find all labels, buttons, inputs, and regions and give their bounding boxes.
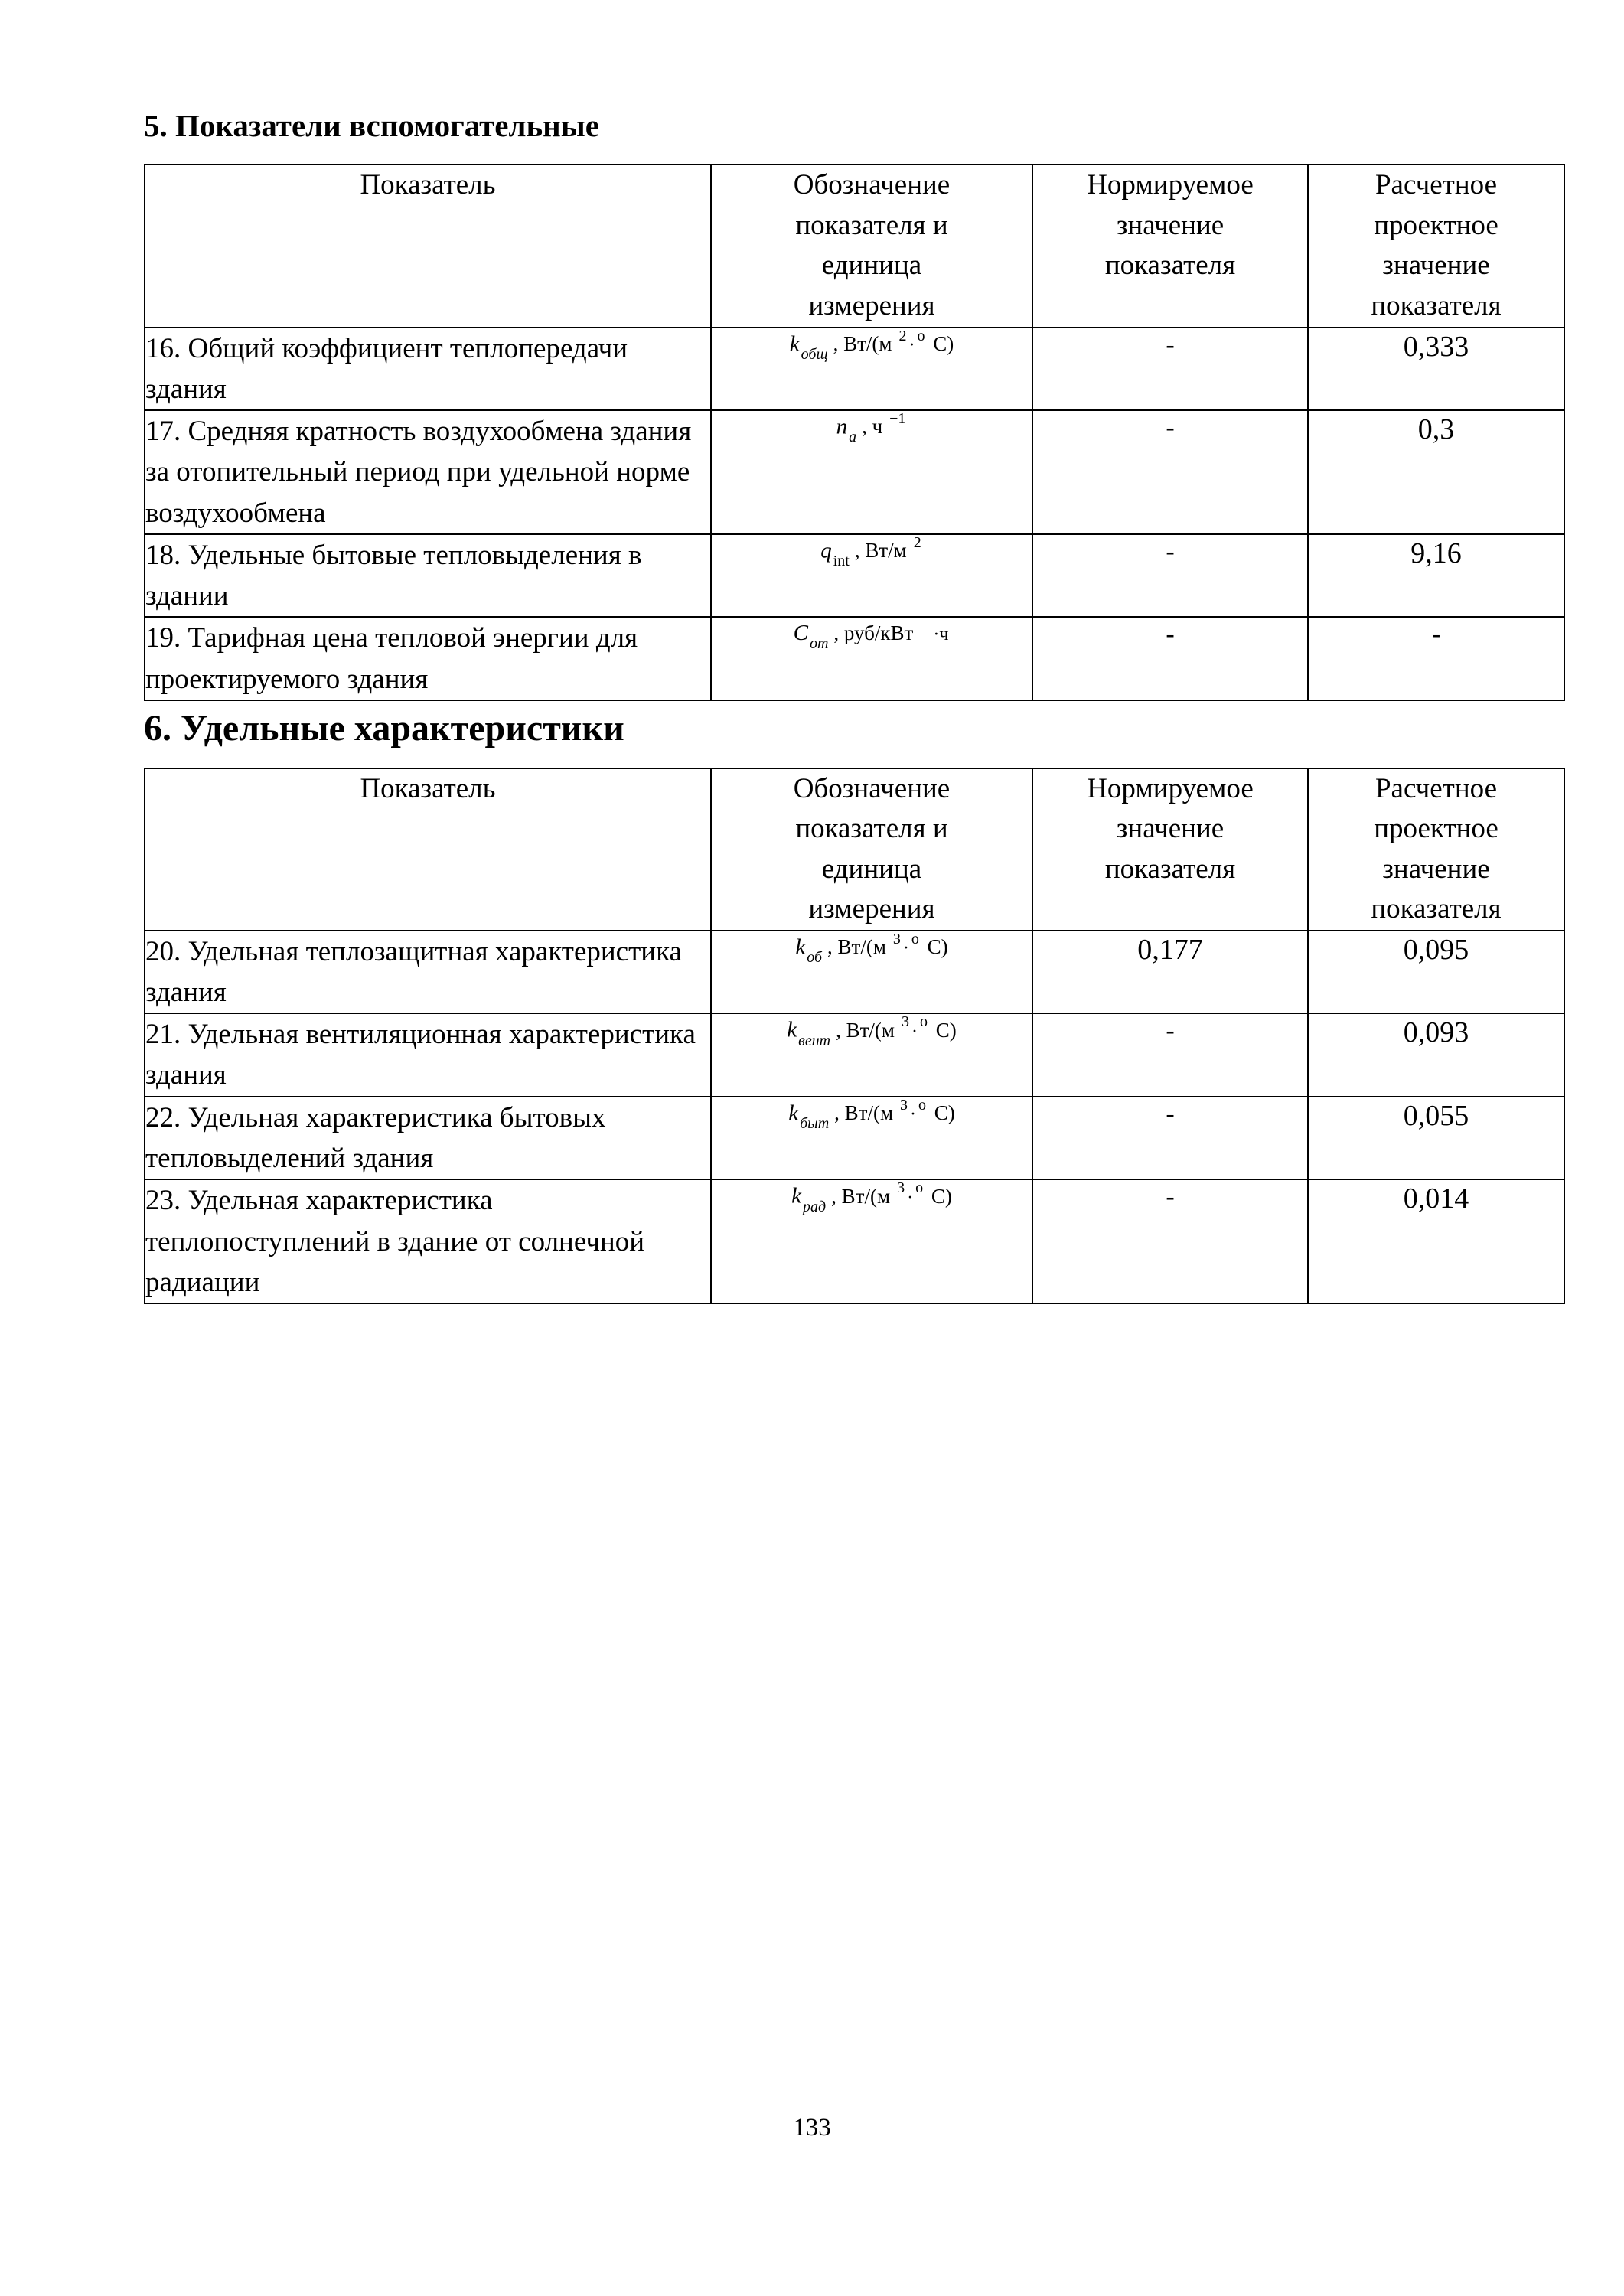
symbol-unit-text: , Вт/(м bbox=[833, 331, 892, 355]
symbol-superscript: 3 bbox=[897, 1179, 905, 1197]
header-line: Расчетное bbox=[1375, 772, 1498, 804]
symbol-middle: ·ч bbox=[933, 625, 949, 645]
table-row bbox=[145, 1097, 1564, 1180]
header-line: проектное bbox=[1374, 209, 1498, 241]
table-row bbox=[145, 931, 1564, 1014]
symbol-subscript: общ bbox=[801, 345, 828, 363]
header-line: значение bbox=[1116, 813, 1225, 845]
specific-characteristics-table bbox=[144, 768, 1565, 1305]
row-design-value: 0,333 bbox=[1308, 328, 1564, 411]
column-header-symbol-unit bbox=[711, 768, 1032, 931]
auxiliary-indicators-table bbox=[144, 164, 1565, 701]
header-line: Обозначение bbox=[793, 169, 951, 201]
header-line: показателя bbox=[1371, 289, 1502, 321]
header-line: показателя и bbox=[795, 209, 948, 241]
header-line: Нормируемое bbox=[1087, 772, 1254, 804]
symbol-subscript: об bbox=[807, 948, 823, 966]
row-design-value: 0,3 bbox=[1308, 410, 1564, 534]
row-symbol-unit bbox=[711, 328, 1032, 411]
symbol-base: k bbox=[789, 331, 800, 356]
symbol-degree: o bbox=[918, 1096, 927, 1114]
column-header-normative-value bbox=[1032, 165, 1308, 327]
header-line: Расчетное bbox=[1375, 169, 1498, 201]
symbol-middle: · bbox=[907, 1187, 914, 1208]
table-row bbox=[145, 1179, 1564, 1303]
symbol-subscript: int bbox=[833, 553, 850, 570]
symbol-degree: o bbox=[911, 930, 919, 947]
symbol-unit-tail: С) bbox=[929, 1101, 955, 1125]
symbol-unit-text: , ч bbox=[862, 415, 883, 439]
symbol-subscript: вент bbox=[798, 1032, 831, 1049]
symbol-base: C bbox=[793, 621, 808, 646]
row-normative-value: - bbox=[1032, 534, 1308, 618]
symbol-superscript: 3 bbox=[901, 1013, 909, 1031]
page-number: 133 bbox=[793, 2114, 831, 2141]
row-symbol-unit bbox=[711, 931, 1032, 1014]
row-design-value: 9,16 bbox=[1308, 534, 1564, 618]
symbol-middle: · bbox=[908, 334, 915, 355]
row-symbol-unit bbox=[711, 1013, 1032, 1097]
symbol-unit-tail: С) bbox=[926, 1184, 952, 1208]
symbol-base: n bbox=[836, 414, 848, 439]
row-normative-value: - bbox=[1032, 1097, 1308, 1180]
row-normative-value: - bbox=[1032, 328, 1308, 411]
symbol-base: k bbox=[791, 1183, 802, 1208]
table-row bbox=[145, 534, 1564, 618]
symbol-superscript: 3 bbox=[892, 930, 901, 947]
symbol-middle: · bbox=[902, 938, 909, 958]
row-indicator-name: 19. Тарифная цена тепловой энергии для проектируемого здания bbox=[145, 617, 711, 700]
column-header-symbol-unit bbox=[711, 165, 1032, 327]
header-line: Нормируемое bbox=[1087, 169, 1254, 201]
symbol-superscript: 3 bbox=[900, 1096, 908, 1114]
symbol-subscript: от bbox=[809, 635, 829, 653]
row-normative-value: - bbox=[1032, 1179, 1308, 1303]
row-normative-value: - bbox=[1032, 617, 1308, 700]
symbol-base: q bbox=[820, 538, 832, 563]
symbol-superscript: −1 bbox=[889, 410, 906, 428]
row-symbol-unit bbox=[711, 410, 1032, 534]
row-normative-value: 0,177 bbox=[1032, 931, 1308, 1014]
column-header-indicator: Показатель bbox=[145, 165, 711, 327]
row-indicator-name: 23. Удельная характеристика теплопоступлений в здание от солнечной радиации bbox=[145, 1179, 711, 1303]
table-row bbox=[145, 1013, 1564, 1097]
header-line: показателя bbox=[1104, 853, 1236, 885]
row-design-value: - bbox=[1308, 617, 1564, 700]
row-design-value: 0,014 bbox=[1308, 1179, 1564, 1303]
row-design-value: 0,095 bbox=[1308, 931, 1564, 1014]
row-symbol-unit bbox=[711, 1179, 1032, 1303]
symbol-middle: · bbox=[911, 1021, 918, 1042]
header-line: значение bbox=[1382, 853, 1490, 885]
header-line: показателя и bbox=[795, 813, 948, 845]
header-line: измерения bbox=[808, 289, 935, 321]
row-indicator-name: 20. Удельная теплозащитная характеристика здания bbox=[145, 931, 711, 1014]
symbol-superscript: 2 bbox=[898, 327, 907, 344]
symbol-superscript: 2 bbox=[913, 533, 921, 551]
column-header-design-value bbox=[1308, 165, 1564, 327]
symbol-degree: o bbox=[917, 327, 925, 344]
row-indicator-name: 22. Удельная характеристика бытовых тепловыделений здания bbox=[145, 1097, 711, 1180]
symbol-subscript: рад bbox=[803, 1198, 827, 1215]
row-normative-value: - bbox=[1032, 410, 1308, 534]
symbol-unit-text: , Вт/м bbox=[854, 539, 907, 563]
symbol-unit-text: , Вт/(м bbox=[831, 1184, 891, 1208]
row-symbol-unit bbox=[711, 617, 1032, 700]
symbol-degree: o bbox=[919, 1013, 928, 1031]
header-line: единица bbox=[821, 249, 922, 282]
symbol-subscript: быт bbox=[800, 1115, 830, 1133]
table-row bbox=[145, 617, 1564, 700]
header-line: единица bbox=[821, 853, 922, 885]
column-header-design-value bbox=[1308, 768, 1564, 931]
column-header-normative-value bbox=[1032, 768, 1308, 931]
symbol-unit-text: , Вт/(м bbox=[834, 1101, 894, 1125]
row-design-value: 0,093 bbox=[1308, 1013, 1564, 1097]
section-heading-6: 6. Удельные характеристики bbox=[144, 707, 624, 748]
header-line: Обозначение bbox=[793, 772, 951, 804]
row-indicator-name: 21. Удельная вентиляционная характеристика здания bbox=[145, 1013, 711, 1097]
header-line: значение bbox=[1116, 209, 1225, 241]
symbol-subscript: а bbox=[849, 429, 857, 446]
symbol-base: k bbox=[788, 1101, 799, 1126]
symbol-unit-tail: С) bbox=[928, 331, 954, 355]
symbol-degree: o bbox=[915, 1179, 924, 1197]
row-symbol-unit bbox=[711, 1097, 1032, 1180]
symbol-unit-text: , Вт/(м bbox=[827, 934, 886, 958]
symbol-unit-text: , руб/кВт bbox=[833, 621, 914, 645]
table-row bbox=[145, 328, 1564, 411]
header-line: измерения bbox=[808, 893, 935, 925]
row-indicator-name: 17. Средняя кратность воздухообмена здания за отопительный период при удельной норме воздухообмена bbox=[145, 410, 711, 534]
table-header-row bbox=[145, 165, 1564, 327]
header-line: показателя bbox=[1104, 249, 1236, 282]
column-header-indicator: Показатель bbox=[145, 768, 711, 931]
header-line: показателя bbox=[1371, 893, 1502, 925]
symbol-base: k bbox=[795, 934, 806, 959]
row-design-value: 0,055 bbox=[1308, 1097, 1564, 1180]
page-content bbox=[144, 107, 1567, 1304]
section-heading-5: 5. Показатели вспомогательные bbox=[144, 108, 600, 143]
symbol-middle: · bbox=[910, 1104, 917, 1125]
table-header-row bbox=[145, 768, 1564, 931]
row-indicator-name: 16. Общий коэффициент теплопередачи здания bbox=[145, 328, 711, 411]
header-line: значение bbox=[1382, 249, 1490, 282]
table-row bbox=[145, 410, 1564, 534]
header-line: проектное bbox=[1374, 813, 1498, 845]
row-symbol-unit bbox=[711, 534, 1032, 618]
symbol-unit-tail: С) bbox=[930, 1018, 957, 1042]
row-normative-value: - bbox=[1032, 1013, 1308, 1097]
row-indicator-name: 18. Удельные бытовые тепловыделения в здании bbox=[145, 534, 711, 618]
symbol-unit-tail: С) bbox=[921, 934, 948, 958]
symbol-unit-text: , Вт/(м bbox=[836, 1018, 895, 1042]
symbol-base: k bbox=[787, 1017, 797, 1042]
